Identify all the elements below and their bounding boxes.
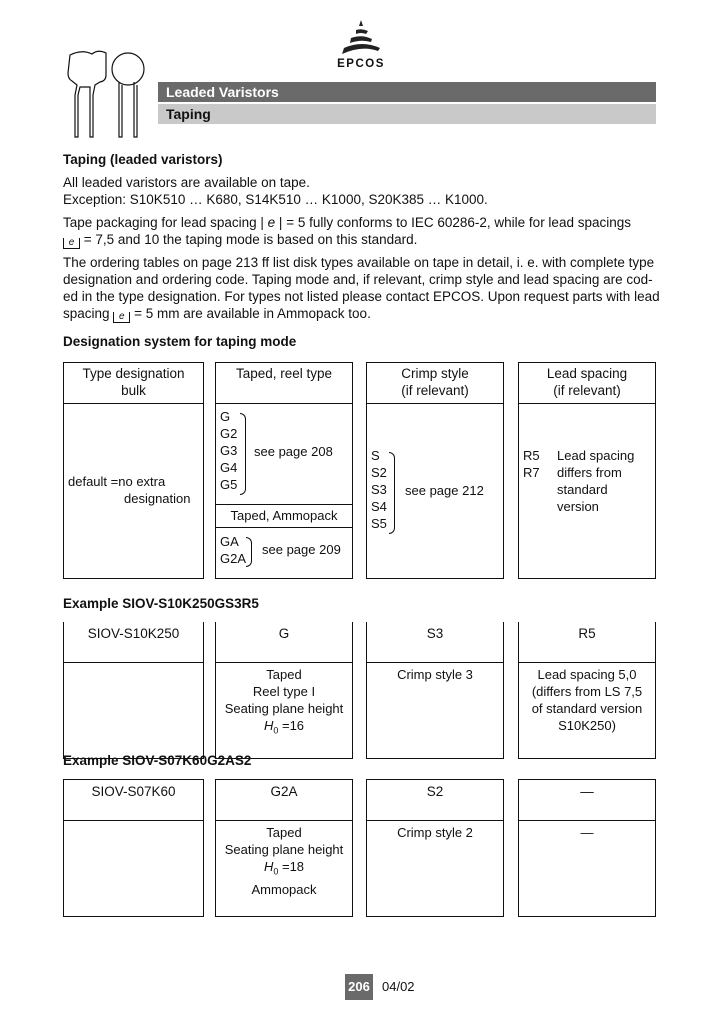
code: G3 — [220, 443, 238, 458]
header-line: Lead spacing — [546, 366, 628, 381]
lead-spacing-symbol: e — [113, 312, 130, 323]
text: = 5 mm are available in Ammopack too. — [134, 306, 371, 321]
lead-text — [557, 447, 634, 515]
designation-heading: Designation system for taping mode — [63, 334, 297, 349]
header-line: Type designation — [82, 366, 185, 381]
epcos-logo-mark — [326, 18, 396, 56]
epcos-logo — [326, 18, 396, 73]
text-line: Crimp style 3 — [397, 667, 473, 682]
intro-paragraph — [63, 174, 663, 208]
header-line: (if relevant) — [553, 383, 621, 398]
text-line: of standard version — [531, 701, 643, 716]
text: no extra — [118, 474, 166, 489]
text-line: Reel type I — [252, 684, 316, 699]
reel-page-ref: see page 208 — [254, 444, 333, 459]
col-type-designation — [63, 362, 204, 579]
text: =18 — [281, 859, 305, 874]
text-line: Ammopack — [251, 881, 317, 897]
cell-value: — — [580, 784, 594, 799]
lead-spacing-paragraph: Tape packaging for lead spacing | e | = 5 fully conforms to IEC 60286-2, while for lead spacings e = 7,5 and 10 the taping mode is based on this standard. — [63, 215, 631, 248]
example1-col3 — [366, 622, 504, 759]
text-line: S10K250) — [558, 718, 616, 733]
text-line: — — [580, 825, 594, 840]
h0-line — [216, 858, 352, 881]
reel-codes — [220, 408, 237, 493]
code: G2 — [220, 426, 238, 441]
code: S5 — [371, 516, 387, 531]
example2-col3 — [366, 779, 504, 917]
text: =16 — [281, 718, 305, 733]
ammo-codes — [220, 533, 246, 567]
text-line: Lead spacing — [557, 448, 635, 463]
text-line: Seating plane height — [224, 842, 344, 857]
code: G — [220, 409, 231, 424]
text-line: All leaded varistors are available on tape. — [63, 175, 310, 190]
cell-value: G — [278, 626, 290, 641]
lead-codes — [523, 447, 540, 481]
cell-value: S3 — [426, 626, 444, 641]
code: S3 — [371, 482, 387, 497]
brace-icon — [240, 413, 246, 495]
cell-value: SIOV-S10K250 — [87, 626, 180, 641]
crimp-codes — [371, 447, 387, 532]
code: R5 — [523, 448, 540, 463]
text-line: Exception: S10K510 … K680, S14K510 … K1000, S20K385 … K1000. — [63, 192, 488, 207]
example2-col4 — [518, 779, 656, 917]
edition-date: 04/02 — [382, 979, 415, 994]
header-line: Crimp style — [401, 366, 469, 381]
code: G4 — [220, 460, 238, 475]
example2-heading: Example SIOV-S07K60G2AS2 — [63, 753, 252, 768]
subscript: 0 — [273, 866, 279, 877]
h-symbol: H — [263, 718, 274, 733]
col-crimp-style — [366, 362, 504, 579]
varistor-illustration — [60, 45, 150, 140]
category-title: Leaded Varistors — [158, 82, 656, 102]
text-line: Taped — [266, 667, 302, 682]
header-line: Taped, reel type — [235, 366, 333, 381]
ammopack-label: Taped, Ammopack — [230, 508, 338, 523]
cell-value: S2 — [426, 784, 444, 799]
cell-value: R5 — [578, 626, 596, 641]
text-line: differs from — [557, 465, 622, 480]
h-symbol: H — [263, 859, 274, 874]
code: G5 — [220, 477, 238, 492]
header-line: (if relevant) — [401, 383, 469, 398]
example1-col4 — [518, 622, 656, 759]
text: designation — [124, 491, 191, 506]
h0-line — [216, 717, 352, 740]
lead-spacing-symbol: e — [63, 238, 80, 249]
logo-text: EPCOS — [337, 58, 385, 70]
subscript: 0 — [273, 725, 279, 736]
example2-col1 — [63, 779, 204, 917]
text: default = — [68, 474, 119, 489]
code: G2A — [220, 551, 247, 566]
example1-col1 — [63, 622, 204, 759]
ordering-paragraph — [63, 254, 663, 323]
example2-col2 — [215, 779, 353, 917]
page-title: Taping — [158, 104, 656, 124]
code: R7 — [523, 465, 540, 480]
example1-heading: Example SIOV-S10K250GS3R5 — [63, 596, 259, 611]
text-line: The ordering tables on page 213 ff list disk types available on tape in detail, i. e. with complete type — [63, 255, 655, 270]
text-line: ed in the type designation. For types not listed please contact EPCOS. Upon request parts with lead — [63, 289, 660, 304]
code: S2 — [371, 465, 387, 480]
cell-value: SIOV-S07K60 — [91, 784, 176, 799]
example1-col2 — [215, 622, 353, 759]
code: S4 — [371, 499, 387, 514]
text-line: version — [557, 499, 599, 514]
header-line: bulk — [121, 383, 146, 398]
text-line: Crimp style 2 — [397, 825, 473, 840]
brace-icon — [246, 537, 252, 567]
col-lead-spacing — [518, 362, 656, 579]
col-taped-reel — [215, 362, 353, 579]
crimp-page-ref: see page 212 — [405, 483, 484, 498]
default-text — [68, 473, 191, 507]
page-number: 206 — [345, 974, 373, 1000]
ammo-page-ref: see page 209 — [262, 542, 341, 557]
cell-value: G2A — [270, 784, 298, 799]
section-heading: Taping (leaded varistors) — [63, 152, 223, 167]
brace-icon — [389, 452, 395, 534]
text-line: Lead spacing 5,0 — [537, 667, 637, 682]
text-line: Taped — [266, 825, 302, 840]
text: = 5 fully conforms to IEC 60286-2, while for lead spacings — [286, 215, 631, 230]
text-line: designation and ordering code. Taping mode and, if relevant, crimp style and lead spacing are cod- — [63, 272, 653, 287]
text: spacing — [63, 306, 110, 321]
e-symbol: e — [267, 215, 276, 230]
text: Tape packaging for lead spacing — [63, 215, 257, 230]
text-line: standard — [557, 482, 608, 497]
text-line: Seating plane height — [224, 701, 344, 716]
text-line: (differs from LS 7,5 — [531, 684, 643, 699]
text: = 7,5 and 10 the taping mode is based on this standard. — [83, 232, 418, 247]
code: GA — [220, 534, 239, 549]
code: S — [371, 448, 380, 463]
